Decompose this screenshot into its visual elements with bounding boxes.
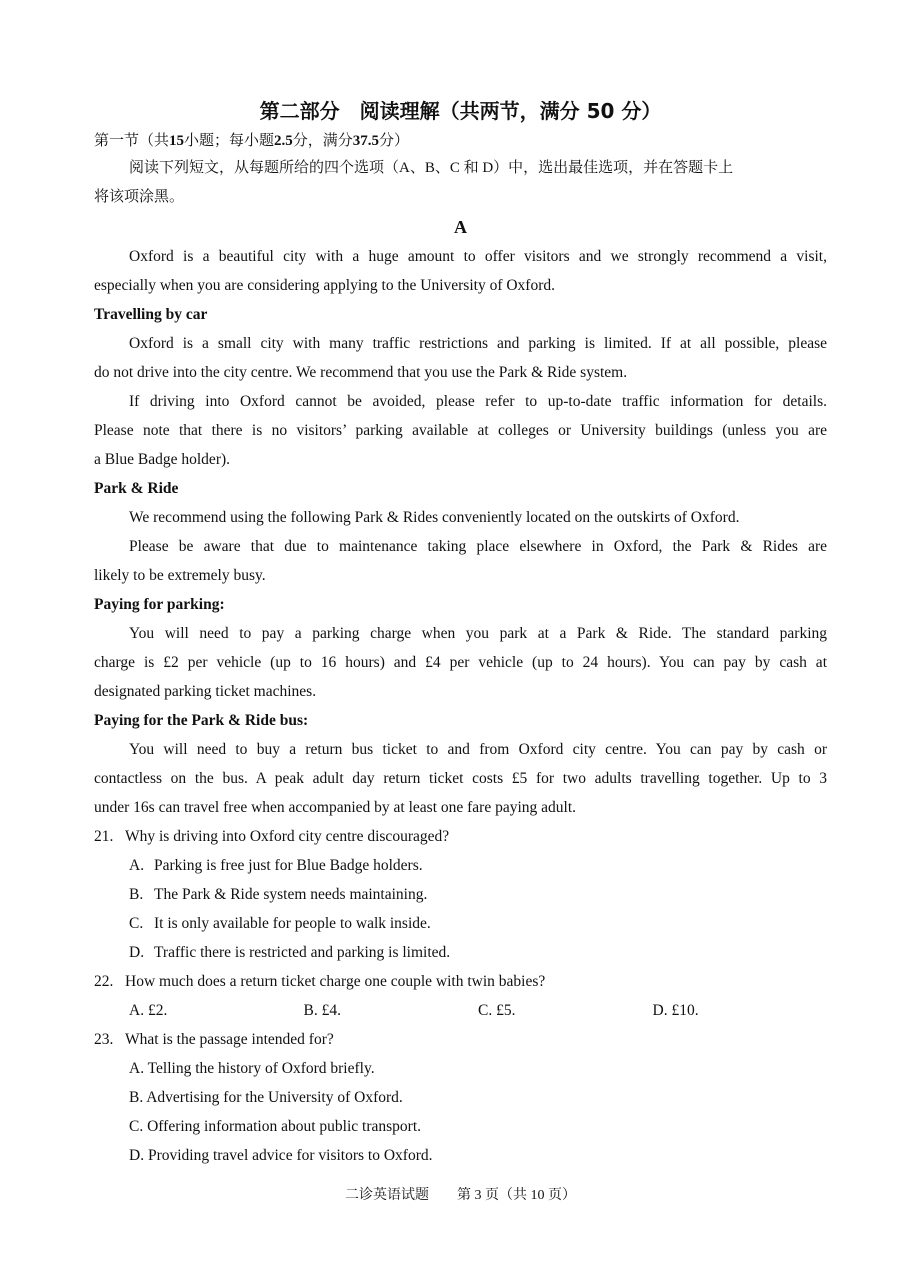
option-23-d: D. Providing travel advice for visitors to Oxford. <box>129 1147 433 1164</box>
question-number: 23. <box>94 1031 114 1048</box>
instructions-line-2: 将该项涂黑。 <box>94 189 185 205</box>
option-21-b: B. The Park & Ride system needs maintaining. <box>129 886 428 903</box>
passage-letter: A <box>454 217 467 237</box>
heading-travelling-by-car: Travelling by car <box>94 306 208 323</box>
car-paragraph-line: a Blue Badge holder). <box>94 451 231 468</box>
instructions-line-1: 阅读下列短文，从每题所给的四个选项（A、B、C 和 D）中，选出最佳选项，并在答题卡上 <box>129 160 734 176</box>
bus-line: You will need to buy a return bus ticket to and from Oxford city centre. You can pay by cash or <box>129 741 827 758</box>
bus-line: contactless on the bus. A peak adult day return ticket costs £5 for two adults travelling together. Up to 3 <box>94 770 827 787</box>
parking-line: charge is £2 per vehicle (up to 16 hours) and £4 per vehicle (up to 24 hours). You can pay by cash at <box>94 654 827 671</box>
bus-line: under 16s can travel free when accompanied by at least one fare paying adult. <box>94 799 577 816</box>
intro-line: Oxford is a beautiful city with a huge amount to offer visitors and we strongly recommend a visit, <box>129 248 827 265</box>
option-21-a: A. Parking is free just for Blue Badge holders. <box>129 857 423 874</box>
question-22 <box>94 967 827 996</box>
part-title: 第二部分 阅读理解（共两节，满分 50 分） <box>259 99 662 123</box>
option-22-c: C. £5. <box>478 1002 516 1019</box>
question-23 <box>94 1025 827 1054</box>
car-paragraph-line: Please note that there is no visitors’ parking available at colleges or University buildings (unless you are <box>94 422 827 439</box>
question-text: What is the passage intended for? <box>125 1031 334 1048</box>
options-22 <box>94 996 827 1025</box>
question-text: Why is driving into Oxford city centre discouraged? <box>125 828 450 845</box>
question-21 <box>94 822 827 851</box>
option-22-b: B. £4. <box>303 1002 341 1019</box>
option-21-c: C. It is only available for people to walk inside. <box>129 915 431 932</box>
car-paragraph-line: If driving into Oxford cannot be avoided, please refer to up-to-date traffic information for details. <box>129 393 827 410</box>
park-ride-line: Please be aware that due to maintenance taking place elsewhere in Oxford, the Park & Rides are <box>129 538 827 555</box>
park-ride-line: We recommend using the following Park & Rides conveniently located on the outskirts of Oxford. <box>129 509 740 526</box>
car-paragraph-line: Oxford is a small city with many traffic restrictions and parking is limited. If at all possible, please <box>129 335 827 352</box>
option-23-b: B. Advertising for the University of Oxford. <box>129 1089 403 1106</box>
intro-line: especially when you are considering applying to the University of Oxford. <box>94 277 556 294</box>
option-22-a: A. £2. <box>129 1002 168 1019</box>
option-22-d: D. £10. <box>652 1002 699 1019</box>
parking-line: designated parking ticket machines. <box>94 683 317 700</box>
option-21-d: D. Traffic there is restricted and parking is limited. <box>129 944 451 961</box>
car-paragraph-line: do not drive into the city centre. We recommend that you use the Park & Ride system. <box>94 364 628 381</box>
parking-line: You will need to pay a parking charge when you park at a Park & Ride. The standard parking <box>129 625 827 642</box>
question-text: How much does a return ticket charge one couple with twin babies? <box>125 973 546 990</box>
heading-paying-for-bus: Paying for the Park & Ride bus: <box>94 712 309 729</box>
heading-paying-for-parking: Paying for parking: <box>94 596 225 613</box>
park-ride-line: likely to be extremely busy. <box>94 567 266 584</box>
question-number: 22. <box>94 973 114 990</box>
heading-park-and-ride: Park & Ride <box>94 480 179 497</box>
exam-page <box>94 94 827 1170</box>
option-23-c: C. Offering information about public transport. <box>129 1118 422 1135</box>
question-number: 21. <box>94 828 114 845</box>
page-footer: 二诊英语试题 第 3 页（共 10 页） <box>345 1188 576 1203</box>
section-header: 第一节（共15小题；每小题2.5分，满分37.5分） <box>94 133 410 149</box>
option-23-a: A. Telling the history of Oxford briefly. <box>129 1060 375 1077</box>
